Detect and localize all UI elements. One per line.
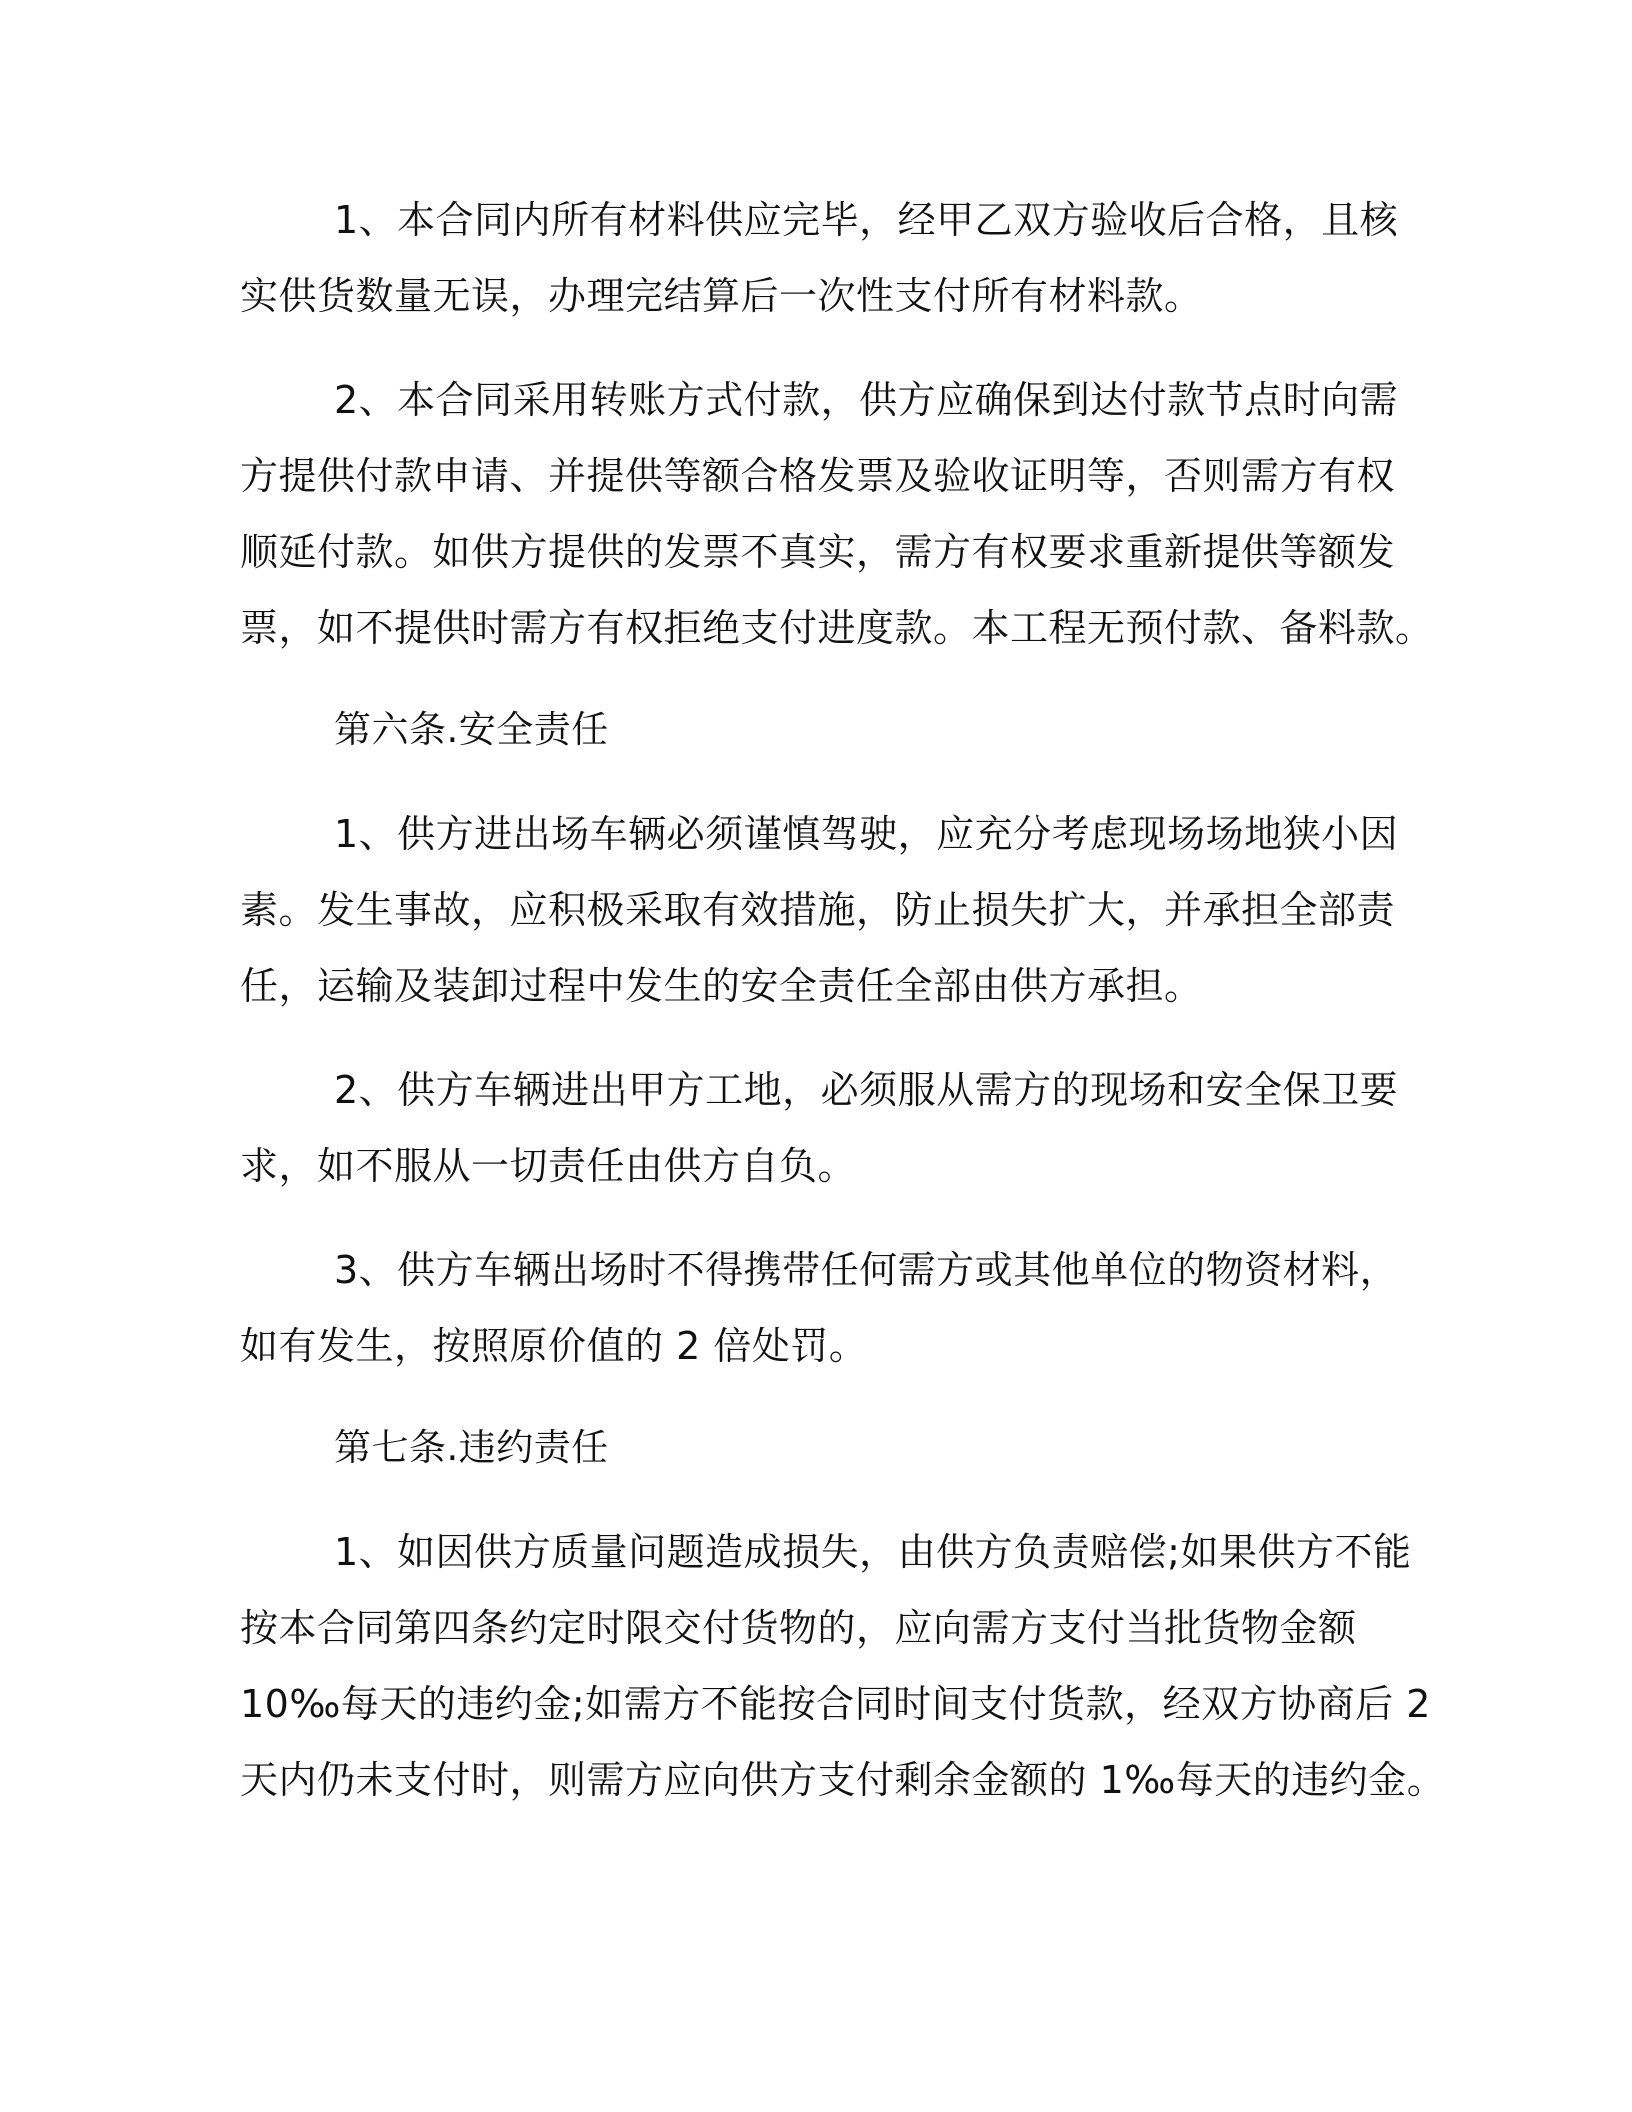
paragraph-line: 如有发生，按照原价值的 2 倍处罚。	[240, 1324, 868, 1368]
paragraph-line: 1、本合同内所有材料供应完毕，经甲乙双方验收后合格，且核	[334, 198, 1399, 242]
paragraph-line: 天内仍未支付时，则需方应向供方支付剩余金额的 1‰每天的违约金。	[240, 1758, 1446, 1802]
paragraph-line: 实供货数量无误，办理完结算后一次性支付所有材料款。	[240, 274, 1203, 318]
paragraph-line: 3、供方车辆出场时不得携带任何需方或其他单位的物资材料，	[334, 1248, 1399, 1292]
section-heading: 第六条.安全责任	[334, 708, 609, 751]
paragraph-line: 票，如不提供时需方有权拒绝支付进度款。本工程无预付款、备料款。	[240, 606, 1434, 650]
paragraph-line: 1、如因供方质量问题造成损失，由供方负责赔偿;如果供方不能	[334, 1530, 1412, 1574]
paragraph-line: 1、供方进出场车辆必须谨慎驾驶，应充分考虑现场场地狭小因	[334, 812, 1399, 856]
paragraph-line: 任，运输及装卸过程中发生的安全责任全部由供方承担。	[240, 964, 1203, 1008]
paragraph-line: 10‰每天的违约金;如需方不能按合同时间支付货款，经双方协商后 2	[240, 1682, 1431, 1726]
paragraph-line: 2、本合同采用转账方式付款，供方应确保到达付款节点时向需	[334, 378, 1399, 422]
paragraph-line: 按本合同第四条约定时限交付货物的，应向需方支付当批货物金额	[240, 1606, 1357, 1650]
section-heading: 第七条.违约责任	[334, 1426, 609, 1469]
paragraph-line: 顺延付款。如供方提供的发票不真实，需方有权要求重新提供等额发	[240, 530, 1396, 574]
paragraph-line: 素。发生事故，应积极采取有效措施，防止损失扩大，并承担全部责	[240, 888, 1396, 932]
paragraph-line: 2、供方车辆进出甲方工地，必须服从需方的现场和安全保卫要	[334, 1068, 1399, 1112]
paragraph-line: 求，如不服从一切责任由供方自负。	[240, 1144, 857, 1188]
paragraph-line: 方提供付款申请、并提供等额合格发票及验收证明等，否则需方有权	[240, 454, 1396, 498]
